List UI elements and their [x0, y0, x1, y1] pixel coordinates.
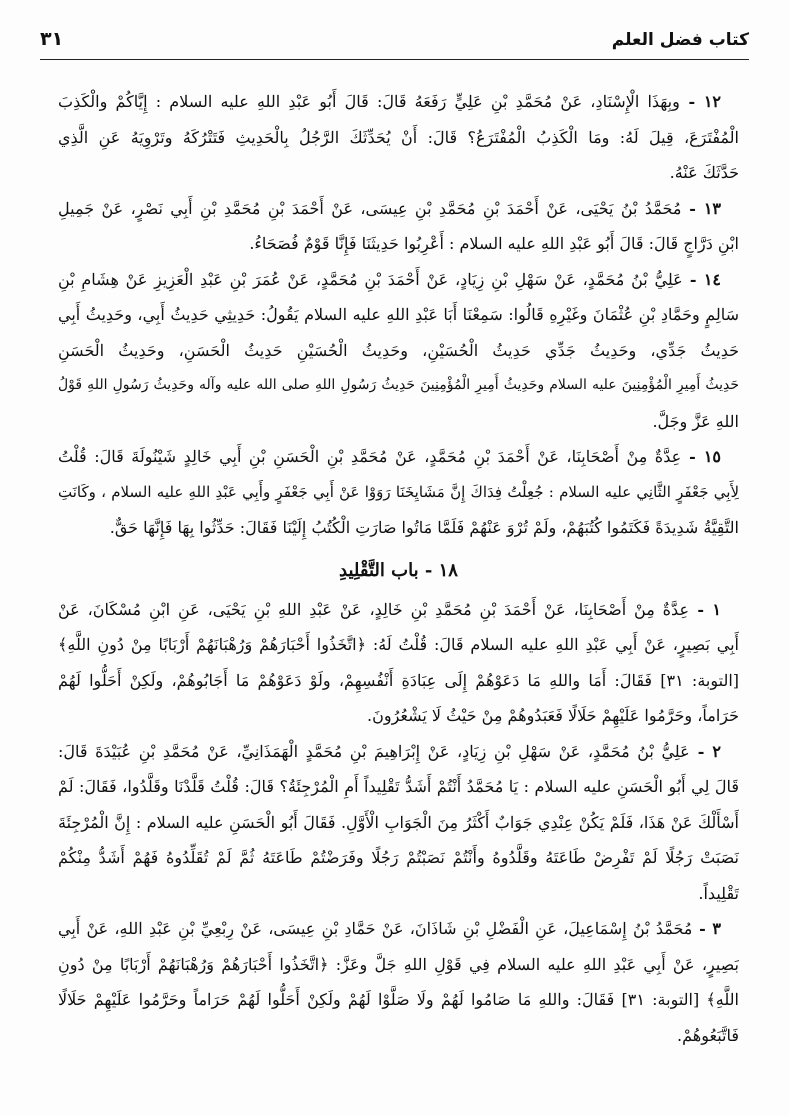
- text-line: [58, 698, 739, 734]
- hadith-number-dash: -: [692, 919, 713, 938]
- line-text: بَصِيرٍ، عَنْ أَبِي عَبْدِ اللهِ عليه السلام فِي قَوْلِ اللهِ جَلَّ وعَزَّ: ﴿اتَّخَذُوا أَحْبَارَهُمْ وَرُهْبَانَهُمْ أَرْبَابًا مِنْ دُونِ: [58, 954, 739, 974]
- page-number: ٣١: [40, 28, 64, 50]
- text-line: [58, 84, 739, 120]
- text-line: [58, 510, 739, 546]
- text-line: [58, 592, 739, 628]
- line-text: حَدِيثُ أَمِيرِ الْمُؤْمِنِينَ عليه السلام وحَدِيثُ أَمِيرِ الْمُؤْمِنِينَ حَدِيثُ رَسُولِ اللهِ صلى الله عليه وآله وحَدِيثُ رَسُولِ اللهِ قَوْلُ: [58, 377, 739, 393]
- line-text: حَدَّثَكَ عَنْهُ.: [669, 163, 739, 182]
- hadith-paragraph: [58, 592, 739, 734]
- text-line: [58, 876, 739, 912]
- text-line: [58, 1018, 739, 1054]
- book-title: كتاب فضل العلم: [611, 30, 749, 50]
- chapter-heading: [58, 556, 739, 586]
- line-text: اللَّهِ﴾ [التوبة: ٣١] فَقَالَ: واللهِ مَا صَامُوا لَهُمْ ولَا صَلَّوْا لَهُمْ ولَكِنْ أَحَلُّوا لَهُمْ حَرَاماً وحَرَّمُوا عَلَيْهِمْ حَلَالًا: [58, 990, 739, 1009]
- hadith-paragraph: [58, 439, 739, 546]
- text-line: [58, 947, 739, 983]
- hadith-number-dash: -: [689, 599, 713, 619]
- text-line: [58, 404, 739, 440]
- hadith-section-1: [58, 84, 739, 546]
- chapter-number: ١٨: [438, 559, 458, 581]
- hadith-number-dash: -: [682, 269, 704, 289]
- line-text: قَالَ لِي أَبُو الْحَسَنِ عليه السلام : يَا مُحَمَّدُ أَنْتُمْ أَشَدُّ تَقْلِيداً أَمِ الْمُرْجِئَةُ؟ قَالَ: قُلْتُ قَلَّدْنَا وقَلَّدُوا، فَقَالَ: لَمْ: [58, 777, 739, 796]
- line-text: وبِهَذَا الْإِسْنَادِ، عَنْ مُحَمَّدِ بْنِ عَلِيٍّ رَفَعَهُ قَالَ: قَالَ أَبُو عَبْدِ اللهِ عليه السلام : إِيَّاكُمْ والْكَذِبَ: [58, 92, 680, 111]
- hadith-paragraph: [58, 911, 739, 1053]
- hadith-paragraph: [58, 734, 739, 912]
- text-line: [58, 155, 739, 191]
- text-line: [58, 297, 739, 333]
- line-text: التَّقِيَّةُ شَدِيدَةً فَكَتَمُوا كُتُبَهُمْ، ولَمْ تُرْوَ عَنْهُمْ فَلَمَّا مَاتُوا صَارَتِ الْكُتُبُ إِلَيْنَا فَقَالَ: حَدِّثُوا بِهَا فَإِنَّهَا حَقٌّ.: [109, 518, 739, 537]
- hadith-number: ١٣: [703, 198, 722, 218]
- text-line: [58, 368, 739, 404]
- text-line: [58, 627, 739, 663]
- line-text: اللهِ عَزَّ وجَلَّ.: [652, 411, 739, 431]
- hadith-number: ٣: [712, 919, 722, 938]
- text-line: [58, 262, 739, 298]
- page-header: [40, 28, 749, 56]
- header-divider: [40, 59, 749, 60]
- text-line: [58, 663, 739, 699]
- text-line: [58, 840, 739, 876]
- text-line: [58, 911, 739, 947]
- text-line: [58, 769, 739, 805]
- line-text: عَلِيُّ بْنُ مُحَمَّدٍ، عَنْ سَهْلِ بْنِ زِيَادٍ، عَنْ أَحْمَدَ بْنِ مُحَمَّدٍ، عَنْ عُمَرَ بْنِ عَبْدِ الْعَزِيزِ عَنْ هِشَامِ بْنِ: [58, 269, 683, 289]
- chapter-dash: -: [418, 559, 433, 581]
- hadith-number: ١٢: [703, 92, 722, 111]
- line-text: [التوبة: ٣١] فَقَالَ: أَمَا واللهِ مَا دَعَوْهُمْ إِلَى عِبَادَةِ أَنْفُسِهِمْ، ولَوْ دَعَوْهُمْ مَا أَجَابُوهُمْ، ولَكِنْ أَحَلُّوا لَهُمْ: [58, 670, 739, 690]
- line-text: حَدِيثُ جَدِّي، وحَدِيثُ جَدِّي حَدِيثُ الْحُسَيْنِ، وحَدِيثُ الْحُسَيْنِ حَدِيثُ الْحَسَنِ، وحَدِيثُ الْحَسَنِ: [58, 340, 739, 360]
- hadith-paragraph: [58, 262, 739, 440]
- hadith-paragraph: [58, 191, 739, 262]
- hadith-number: ١: [712, 599, 722, 619]
- hadith-number-dash: -: [689, 741, 713, 761]
- line-text: مُحَمَّدُ بْنُ يَحْيَى، عَنْ أَحْمَدَ بْنِ مُحَمَّدِ بْنِ عِيسَى، عَنْ أَحْمَدَ بْنِ مُحَمَّدِ بْنِ أَبِي نَصْرٍ، عَنْ جَمِيلِ: [58, 198, 682, 218]
- line-text: نَصَبَتْ رَجُلًا لَمْ تَفْرِضْ طَاعَتَهُ وقَلَّدُوهُ وأَنْتُمْ نَصَبْتُمْ رَجُلًا وفَرَضْتُمْ طَاعَتَهُ ثُمَّ لَمْ تُقَلِّدُوهُ فَهُمْ أَشَدُّ مِنْكُمْ: [58, 848, 739, 867]
- text-line: [58, 120, 739, 156]
- line-text: أَبِي بَصِيرٍ، عَنْ أَبِي عَبْدِ اللهِ عليه السلام قَالَ: قُلْتُ لَهُ: ﴿اتَّخَذُوا أَحْبَارَهُمْ وَرُهْبَانَهُمْ أَرْبَابًا مِنْ دُونِ اللَّهِ﴾: [58, 635, 739, 654]
- line-text: تَقْلِيداً.: [698, 883, 739, 903]
- text-line: [58, 191, 739, 227]
- line-text: الْمُفْتَرَعَ، قِيلَ لَهُ: ومَا الْكَذِبُ الْمُفْتَرَعُ؟ قَالَ: أَنْ يُحَدِّثَكَ الرَّجُلُ بِالْحَدِيثِ فَتَتْرُكَهُ وتَرْوِيَهُ عَنِ الَّذِي: [58, 127, 739, 147]
- hadith-number-dash: -: [681, 198, 704, 218]
- chapter-title: باب التَّقْلِيدِ: [339, 559, 419, 581]
- hadith-number: ٢: [712, 741, 721, 761]
- line-text: عَلِيُّ بْنُ مُحَمَّدٍ، عَنْ سَهْلِ بْنِ زِيَادٍ، عَنْ إِبْرَاهِيمَ بْنِ مُحَمَّدٍ الْهَمَذَانِيِّ، عَنْ مُحَمَّدِ بْنِ عُبَيْدَةَ قَالَ:: [58, 741, 690, 761]
- text-line: [58, 439, 739, 475]
- hadith-section-2: [58, 592, 739, 1054]
- line-text: فَاتَّبَعُوهُمْ.: [677, 1025, 739, 1045]
- hadith-number: ١٤: [703, 269, 722, 289]
- text-line: [58, 475, 739, 511]
- hadith-number-dash: -: [681, 447, 704, 466]
- page-body: [58, 84, 739, 1053]
- hadith-number-dash: -: [679, 92, 704, 111]
- line-text: أَسْأَلْكَ عَنْ هَذَا، فَلَمْ يَكُنْ عِنْدِي جَوَابٌ أَكْثَرُ مِنَ الْجَوَابِ الْأَوَّلِ. فَقَالَ أَبُو الْحَسَنِ عليه السلام : إِنَّ الْمُرْجِئَةَ: [58, 812, 739, 832]
- line-text: لِأَبِي جَعْفَرٍ الثَّانِي عليه السلام : جُعِلْتُ فِدَاكَ إِنَّ مَشَايِخَنَا رَوَوْا عَنْ أَبِي جَعْفَرٍ وأَبِي عَبْدِ اللهِ عليه السلام ، وكَانَتِ: [58, 482, 739, 501]
- text-line: [58, 734, 739, 770]
- hadith-paragraph: [58, 84, 739, 191]
- line-text: ابْنِ دَرَّاجٍ قَالَ: قَالَ أَبُو عَبْدِ اللهِ عليه السلام : أَعْرِبُوا حَدِيثَنَا فَإِنَّا قَوْمٌ فُصَحَاءُ.: [249, 234, 739, 253]
- line-text: حَرَاماً، وحَرَّمُوا عَلَيْهِمْ حَلَالًا فَعَبَدُوهُمْ مِنْ حَيْثُ لَا يَشْعُرُونَ.: [367, 706, 739, 725]
- text-line: [58, 226, 739, 262]
- hadith-number: ١٥: [703, 447, 722, 466]
- text-line: [58, 333, 739, 369]
- text-line: [58, 982, 739, 1018]
- line-text: مُحَمَّدُ بْنُ إِسْمَاعِيلَ، عَنِ الْفَضْلِ بْنِ شَاذَانَ، عَنْ حَمَّادِ بْنِ عِيسَى، عَنْ رِبْعِيِّ بْنِ عَبْدِ اللهِ، عَنْ أَبِي: [58, 919, 693, 938]
- line-text: سَالِمٍ وحَمَّادِ بْنِ عُثْمَانَ وغَيْرِهِ قَالُوا: سَمِعْنَا أَبَا عَبْدِ اللهِ عليه السلام يَقُولُ: حَدِيثِي حَدِيثُ أَبِي، وحَدِيثُ أَبِي: [58, 305, 739, 324]
- text-line: [58, 805, 739, 841]
- line-text: عِدَّةٌ مِنْ أَصْحَابِنَا، عَنْ أَحْمَدَ بْنِ مُحَمَّدِ بْنِ خَالِدٍ، عَنْ عَبْدِ اللهِ بْنِ يَحْيَى، عَنِ ابْنِ مُسْكَانَ، عَنْ: [58, 599, 690, 619]
- line-text: عِدَّةٌ مِنْ أَصْحَابِنَا، عَنْ أَحْمَدَ بْنِ مُحَمَّدٍ، عَنْ مُحَمَّدِ بْنِ الْحَسَنِ بْنِ أَبِي خَالِدٍ شَيْنُولَةَ قَالَ: قُلْتُ: [58, 447, 682, 466]
